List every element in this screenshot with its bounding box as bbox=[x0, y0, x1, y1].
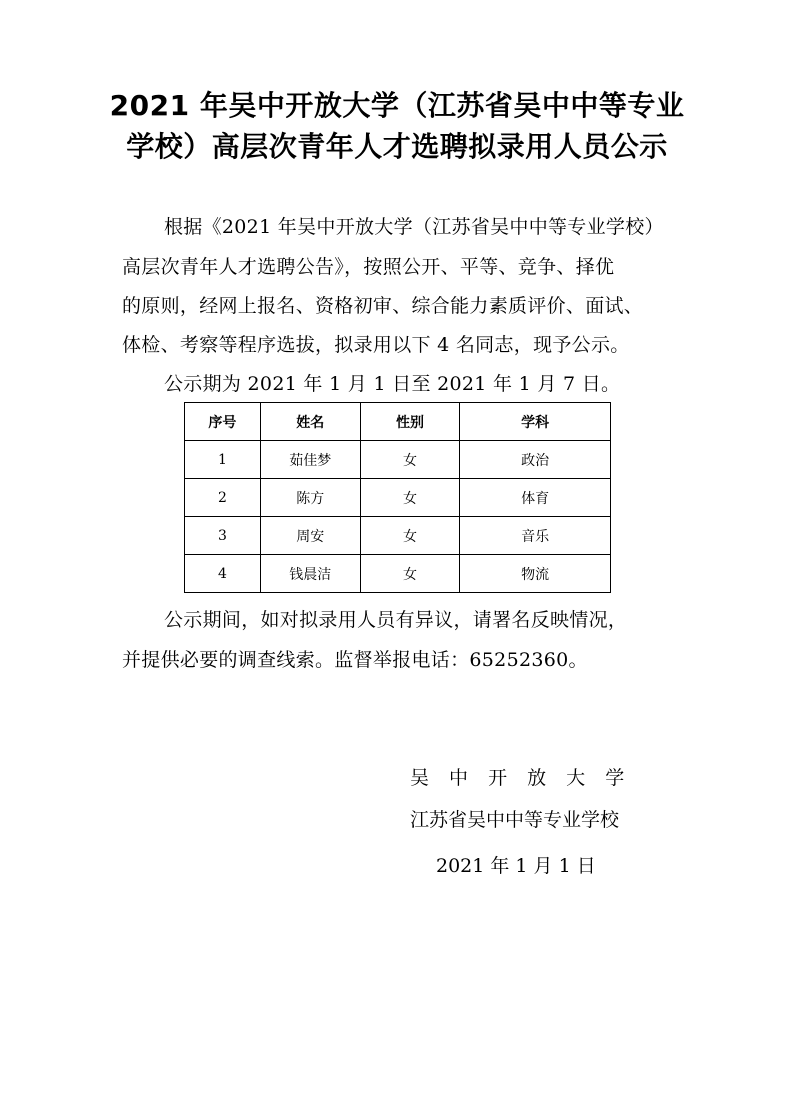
table-row bbox=[185, 555, 611, 593]
cell-serial: 1 bbox=[185, 441, 261, 479]
cell-gender: 女 bbox=[360, 479, 460, 517]
cell-subject: 政治 bbox=[460, 441, 611, 479]
intro-line-2: 高层次青年人才选聘公告》，按照公开、平等、竞争、择优 bbox=[122, 256, 615, 278]
table-row bbox=[185, 441, 611, 479]
intro-line-4: 体检、考察等程序选拔，拟录用以下 4 名同志，现予公示。 bbox=[122, 334, 630, 356]
cell-name: 钱晨洁 bbox=[260, 555, 360, 593]
cell-name: 周安 bbox=[260, 517, 360, 555]
signature-date: 2021 年 1 月 1 日 bbox=[436, 855, 596, 877]
header-gender: 性别 bbox=[360, 403, 460, 441]
intro-line-3: 的原则，经网上报名、资格初审、综合能力素质评价、面试、 bbox=[122, 295, 644, 317]
intro-line-1: 根据《2021 年吴中开放大学（江苏省吴中中等专业学校） bbox=[164, 216, 664, 238]
notice-line-2: 并提供必要的调查线索。监督举报电话：65252360。 bbox=[122, 649, 588, 671]
signature-org-1: 吴 中 开 放 大 学 bbox=[410, 767, 632, 789]
table-header-row bbox=[185, 403, 611, 441]
cell-subject: 物流 bbox=[460, 555, 611, 593]
notice-line-1: 公示期间，如对拟录用人员有异议，请署名反映情况， bbox=[164, 609, 628, 631]
header-name: 姓名 bbox=[260, 403, 360, 441]
table-row bbox=[185, 479, 611, 517]
cell-gender: 女 bbox=[360, 441, 460, 479]
cell-serial: 2 bbox=[185, 479, 261, 517]
cell-subject: 体育 bbox=[460, 479, 611, 517]
cell-serial: 3 bbox=[185, 517, 261, 555]
header-serial: 序号 bbox=[185, 403, 261, 441]
title-line-1: 2021 年吴中开放大学（江苏省吴中中等专业 bbox=[109, 89, 685, 122]
cell-subject: 音乐 bbox=[460, 517, 611, 555]
signature-org-2: 江苏省吴中中等专业学校 bbox=[410, 809, 620, 831]
candidate-table bbox=[184, 402, 611, 593]
table-row bbox=[185, 517, 611, 555]
title-line-2: 学校）高层次青年人才选聘拟录用人员公示 bbox=[126, 130, 668, 163]
cell-serial: 4 bbox=[185, 555, 261, 593]
cell-name: 茹佳梦 bbox=[260, 441, 360, 479]
cell-gender: 女 bbox=[360, 555, 460, 593]
cell-name: 陈方 bbox=[260, 479, 360, 517]
header-subject: 学科 bbox=[460, 403, 611, 441]
publicity-period: 公示期为 2021 年 1 月 1 日至 2021 年 1 月 7 日。 bbox=[164, 373, 621, 395]
cell-gender: 女 bbox=[360, 517, 460, 555]
